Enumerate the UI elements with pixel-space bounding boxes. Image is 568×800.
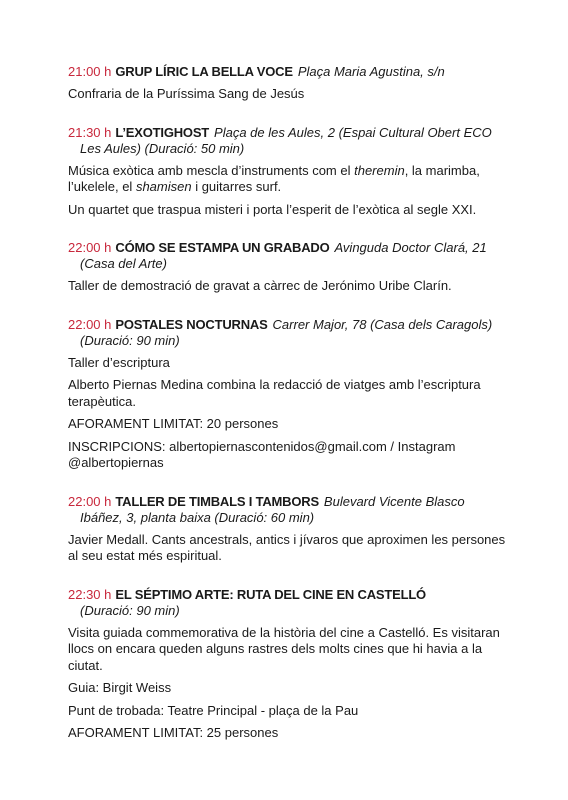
event-header <box>68 125 508 157</box>
event-title: EL SÉPTIMO ARTE: RUTA DEL CINE EN CASTELLÓ <box>115 586 426 602</box>
event-description: Confraria de la Puríssima Sang de Jesús <box>68 86 305 101</box>
event-time: 22:30 h <box>68 586 112 602</box>
event-header <box>68 317 508 349</box>
instrument-name: shamisen <box>135 179 192 194</box>
description-text: i guitarres surf. <box>191 179 282 194</box>
event-time: 22:00 h <box>68 240 112 255</box>
guide-info: Guia: Birgit Weiss <box>68 680 172 695</box>
event-description: Javier Medall. Cants ancestrals, antics i jívaros que aproximen les persones al seu estat més espiritual. <box>68 531 506 563</box>
event-time: 21:00 h <box>68 64 112 79</box>
event-place: Plaça Maria Agustina, s/n <box>297 64 445 79</box>
event-place: Bulevard Vicente Blasco Ibáñez, 3, planta baixa (Duració: 60 min) <box>80 493 465 525</box>
event-title: L’EXOTIGHOST <box>115 124 210 140</box>
instrument-name: theremin <box>354 162 405 178</box>
event-time: 21:30 h <box>68 124 112 140</box>
event-description: Un quartet que traspua misteri i porta l’esperit de l’exòtica al segle XXI. <box>68 201 477 217</box>
event-place: Plaça de les Aules, 2 (Espai Cultural Obert ECO Les Aules) (Duració: 50 min) <box>80 124 492 156</box>
event-header <box>68 587 508 619</box>
event-title: GRUP LÍRIC LA BELLA VOCE <box>115 64 293 79</box>
event-description: Taller d’escriptura <box>68 354 170 370</box>
event-title: CÓMO SE ESTAMPA UN GRABADO <box>115 240 330 255</box>
event-place: Carrer Major, 78 (Casa dels Caragols) (Duració: 90 min) <box>80 316 493 348</box>
event-header <box>68 64 508 80</box>
capacity-notice: AFORAMENT LIMITAT: 20 persones <box>68 416 279 431</box>
registration-info: INSCRIPCIONS: albertopiernascontenidos@gmail.com / Instagram @albertopiernas <box>68 438 456 470</box>
event-description: Taller de demostració de gravat a càrrec de Jerónimo Uribe Clarín. <box>68 278 452 293</box>
event-place: Avinguda Doctor Clará, 21 (Casa del Arte) <box>80 240 487 271</box>
event-title: TALLER DE TIMBALS I TAMBORS <box>115 493 319 509</box>
description-text: Música exòtica amb mescla d’instruments com el <box>68 162 355 178</box>
event-item <box>68 240 508 295</box>
event-description <box>68 163 508 196</box>
capacity-notice: AFORAMENT LIMITAT: 25 persones <box>68 725 279 740</box>
event-place: (Duració: 90 min) <box>80 602 180 618</box>
event-header <box>68 240 508 272</box>
event-item <box>68 587 508 742</box>
event-item <box>68 64 508 103</box>
event-title: POSTALES NOCTURNAS <box>115 316 268 332</box>
event-list <box>68 64 508 764</box>
meeting-point: Punt de trobada: Teatre Principal - plaça de la Pau <box>68 702 359 718</box>
event-time: 22:00 h <box>68 316 112 332</box>
event-header <box>68 494 508 526</box>
description-text: , la marimba, l’ukelele, el <box>68 162 480 194</box>
event-time: 22:00 h <box>68 493 112 509</box>
event-item <box>68 317 508 472</box>
event-description: Alberto Piernas Medina combina la redacció de viatges amb l’escriptura terapèutica. <box>68 377 481 409</box>
event-item <box>68 494 508 565</box>
event-item <box>68 125 508 219</box>
event-description: Visita guiada commemorativa de la història del cine a Castelló. Es visitaran llocs on encara queden alguns rastres dels molts cines que hi havia a la ciutat. <box>68 624 500 673</box>
